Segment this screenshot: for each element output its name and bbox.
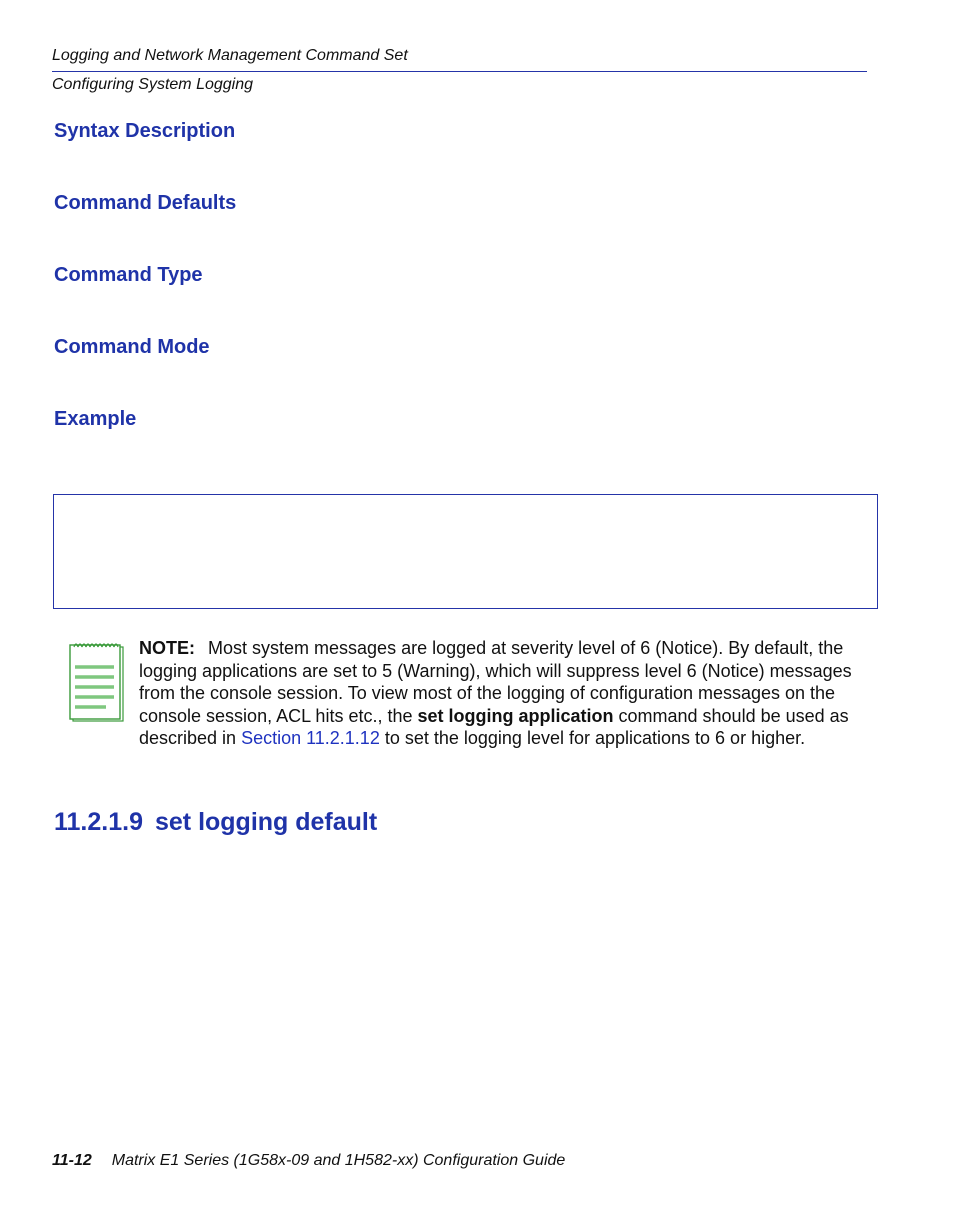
running-header-section: Configuring System Logging — [52, 76, 254, 93]
heading-command-defaults: Command Defaults — [54, 192, 237, 214]
note-text-part2: command should be used as described in — [139, 705, 849, 749]
section-number: 11.2.1.9 — [54, 808, 143, 836]
notepad-icon — [68, 641, 126, 723]
note-text-part3: to set the logging level for applications to 6 or higher. — [379, 728, 806, 749]
section-cross-reference-link[interactable]: Section 11.2.1.12 — [241, 728, 380, 749]
book-title: Matrix E1 Series (1G58x-09 and 1H582-xx) Configuration Guide — [111, 1152, 566, 1169]
header-rule — [52, 71, 867, 72]
heading-command-type: Command Type — [54, 264, 203, 286]
note-text-part1: Most system messages are logged at severity level of 6 (Notice). By default, the logging applications are set to 5 (Warning), which will suppress level 6 (Notice) messages from the console session. To view most of the logging of configuration messages on the console session, ACL hits etc., the — [139, 638, 852, 726]
note-paragraph — [139, 637, 869, 750]
heading-syntax-description: Syntax Description — [54, 120, 236, 142]
heading-example: Example — [54, 408, 137, 430]
running-header-chapter: Logging and Network Management Command Set — [52, 47, 408, 64]
section-title: set logging default — [154, 808, 378, 836]
section-heading — [54, 808, 377, 837]
page-footer — [52, 1152, 565, 1170]
page-number: 11-12 — [52, 1152, 92, 1169]
note-command: set logging application — [417, 705, 614, 726]
heading-command-mode: Command Mode — [54, 336, 210, 358]
example-code-box — [53, 494, 878, 609]
note-label: NOTE: — [139, 638, 195, 658]
